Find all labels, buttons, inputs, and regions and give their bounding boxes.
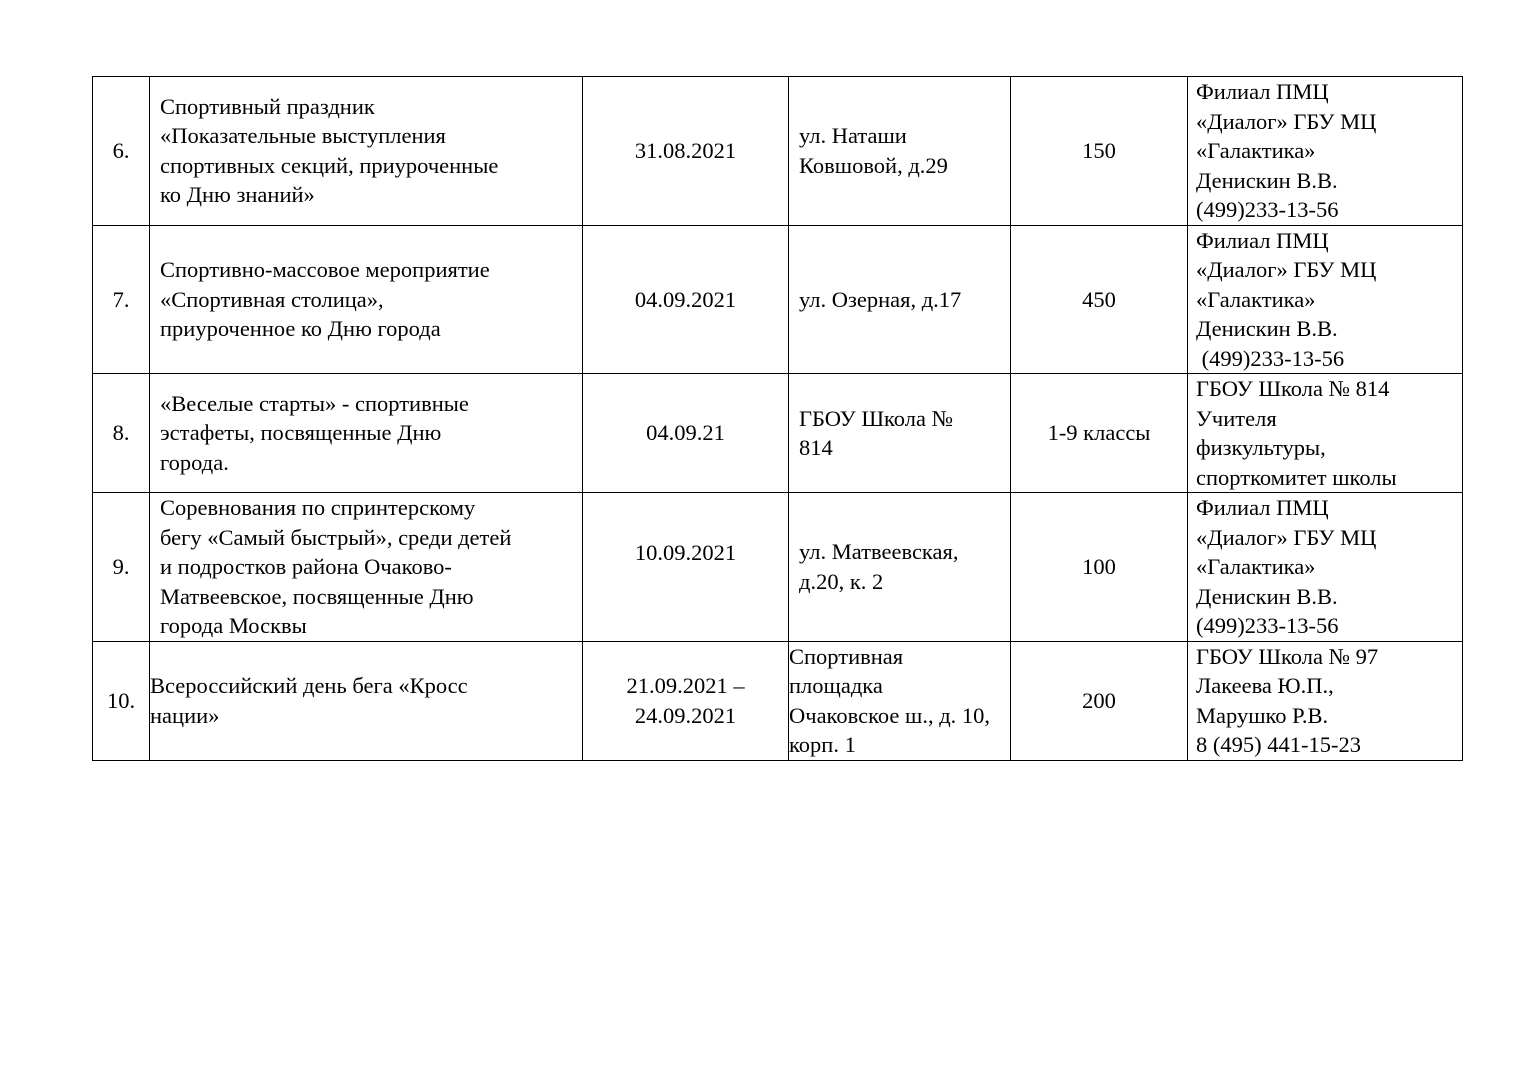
event-place-line: ул. Наташи [799, 123, 907, 149]
participant-count: 100 [1011, 493, 1188, 642]
events-table [92, 76, 1463, 761]
row-number: 10. [93, 641, 150, 760]
organizer-line: «Диалог» ГБУ МЦ [1196, 524, 1377, 550]
event-title-line: Спортивный праздник [160, 93, 375, 119]
event-date [583, 77, 789, 226]
event-title-line: Соревнования по спринтерскому [160, 495, 476, 520]
event-place [789, 374, 1011, 493]
organizer-line: «Галактика» [1196, 286, 1316, 312]
event-organizer [1188, 493, 1463, 642]
organizer-line: Лакеева Ю.П., [1196, 673, 1334, 698]
table-row [93, 493, 1463, 642]
organizer-line: 8 (495) 441-15-23 [1196, 732, 1361, 757]
organizer-line: Филиал ПМЦ [1196, 495, 1329, 520]
event-date-line: 10.09.2021 [634, 540, 737, 565]
event-title [150, 493, 583, 642]
event-date [583, 225, 789, 374]
event-title-line: «Спортивная столица», [160, 286, 384, 312]
event-title-line: приуроченное ко Дню города [160, 316, 441, 341]
event-place-line: ГБОУ Школа № [799, 405, 954, 431]
event-place-line: ул. Матвеевская, [799, 539, 959, 565]
event-place [789, 225, 1011, 374]
participant-count: 1-9 классы [1011, 374, 1188, 493]
organizer-line: Марушко Р.В. [1196, 702, 1329, 728]
organizer-line: Филиал ПМЦ [1196, 227, 1329, 253]
event-title [150, 374, 583, 493]
event-title-line: города Москвы [160, 613, 307, 638]
participant-count: 200 [1011, 641, 1188, 760]
row-number: 9. [93, 493, 150, 642]
row-number: 6. [93, 77, 150, 226]
event-place-line: Ковшовой, д.29 [799, 152, 948, 178]
event-date-line: 31.08.2021 [634, 138, 737, 163]
event-place-line: ул. Озерная, д.17 [799, 286, 962, 312]
organizer-line: Филиал ПМЦ [1196, 79, 1329, 104]
organizer-line: (499)233-13-56 [1196, 345, 1345, 371]
participant-count: 450 [1011, 225, 1188, 374]
organizer-line: физкультуры, [1196, 435, 1326, 460]
event-date-line: 04.09.2021 [634, 286, 737, 312]
event-place-line: площадка [789, 673, 883, 698]
event-title-line: эстафеты, посвященные Дню [160, 420, 442, 446]
event-title-line: бегу «Самый быстрый», среди детей [160, 524, 512, 550]
event-place [789, 641, 1011, 760]
event-title [150, 225, 583, 374]
event-date [583, 374, 789, 493]
event-date [583, 641, 789, 760]
organizer-line: Учителя [1196, 405, 1277, 431]
event-place [789, 77, 1011, 226]
table-row [93, 374, 1463, 493]
event-place-line: Спортивная [789, 643, 904, 669]
participant-count: 150 [1011, 77, 1188, 226]
event-title-line: города. [160, 449, 229, 475]
event-title-line: и подростков района Очаково- [160, 554, 452, 579]
table-row [93, 225, 1463, 374]
event-organizer [1188, 77, 1463, 226]
event-place [789, 493, 1011, 642]
event-date-line: 24.09.2021 [634, 702, 737, 728]
event-title-line: «Показательные выступления [160, 123, 446, 149]
event-title-line: ко Дню знаний» [160, 182, 315, 208]
event-title-line: Всероссийский день бега «Кросс [150, 673, 468, 698]
organizer-line: ГБОУ Школа № 814 [1196, 376, 1390, 401]
event-title [150, 641, 583, 760]
organizer-line: (499)233-13-56 [1196, 613, 1339, 638]
organizer-line: «Галактика» [1196, 138, 1316, 163]
event-place-line: д.20, к. 2 [799, 568, 884, 594]
event-place-line: Очаковское ш., д. 10, [789, 702, 991, 728]
event-title-line: Спортивно-массовое мероприятие [160, 257, 490, 282]
event-title-line: Матвеевское, посвященные Дню [160, 583, 474, 609]
table-row [93, 77, 1463, 226]
row-number: 8. [93, 374, 150, 493]
event-date-line: 04.09.21 [646, 420, 725, 446]
table-row [93, 641, 1463, 760]
event-title [150, 77, 583, 226]
organizer-line: ГБОУ Школа № 97 [1196, 643, 1379, 669]
event-date-line: 21.09.2021 – [626, 673, 745, 698]
organizer-line: Денискин В.В. [1196, 167, 1338, 193]
organizer-line: (499)233-13-56 [1196, 197, 1339, 222]
organizer-line: Денискин В.В. [1196, 583, 1338, 609]
organizer-line: «Галактика» [1196, 554, 1316, 579]
event-date [583, 493, 789, 642]
event-place-line: 814 [799, 435, 833, 460]
event-title-line: спортивных секций, приуроченные [160, 152, 499, 178]
organizer-line: «Диалог» ГБУ МЦ [1196, 257, 1377, 282]
event-title-line: «Веселые старты» - спортивные [160, 390, 469, 416]
event-title-line: нации» [150, 702, 220, 728]
row-number: 7. [93, 225, 150, 374]
organizer-line: «Диалог» ГБУ МЦ [1196, 108, 1377, 134]
event-organizer [1188, 374, 1463, 493]
event-organizer [1188, 225, 1463, 374]
event-organizer [1188, 641, 1463, 760]
event-place-line: корп. 1 [789, 732, 856, 757]
organizer-line: спорткомитет школы [1196, 464, 1397, 490]
organizer-line: Денискин В.В. [1196, 316, 1338, 341]
